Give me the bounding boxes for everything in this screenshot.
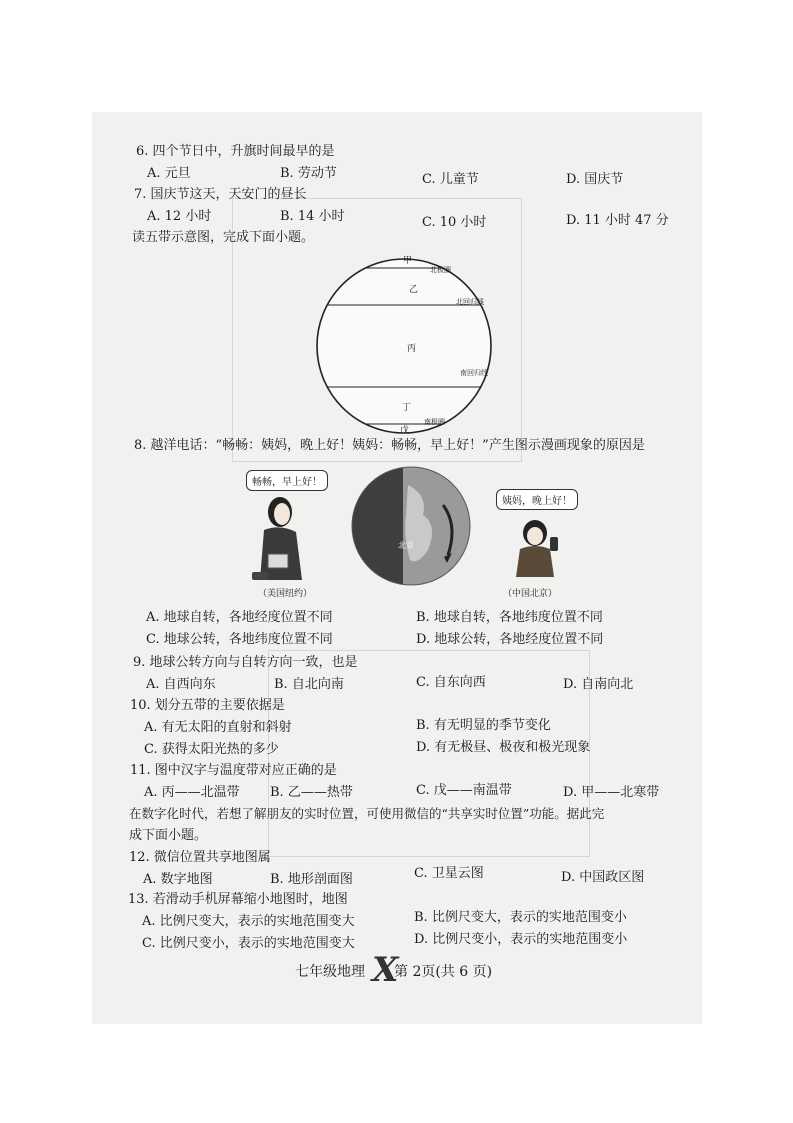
- q11-option-d: D. 甲——北寒带: [563, 785, 660, 800]
- zone-label-yi: 乙: [409, 285, 419, 295]
- q13-stem: 13. 若滑动手机屏幕缩小地图时，地图: [128, 892, 348, 907]
- q6-option-a: A. 元旦: [147, 166, 191, 181]
- antarctic-circle-label: 南极圈: [424, 418, 445, 426]
- q8-option-d: D. 地球公转，各地经度位置不同: [416, 632, 604, 647]
- q8-option-b: B. 地球自转，各地纬度位置不同: [416, 610, 603, 625]
- zone-label-bing: 丙: [407, 344, 417, 354]
- q10-option-a: A. 有无太阳的直射和斜射: [144, 720, 292, 735]
- right-speech-bubble: 姨妈，晚上好！: [496, 489, 578, 510]
- zone-label-wu: 戊: [400, 426, 410, 436]
- beijing-globe-label: 北京: [398, 541, 414, 550]
- q13-option-c: C. 比例尺变小，表示的实地范围变大: [142, 936, 355, 951]
- q11-stem: 11. 图中汉字与温度带对应正确的是: [130, 763, 337, 778]
- q10-stem: 10. 划分五带的主要依据是: [130, 698, 285, 713]
- q13-option-d: D. 比例尺变小，表示的实地范围变小: [414, 932, 628, 947]
- q10-option-c: C. 获得太阳光热的多少: [144, 742, 279, 757]
- q7-option-c: C. 10 小时: [422, 215, 487, 230]
- q7-option-a: A. 12 小时: [147, 209, 212, 224]
- new-york-woman-figure: [250, 490, 325, 590]
- q9-option-a: A. 自西向东: [146, 677, 216, 692]
- q12-option-b: B. 地形剖面图: [270, 872, 353, 887]
- q9-option-d: D. 自南向北: [563, 677, 634, 692]
- footer-subject: 七年级地理: [295, 964, 365, 980]
- footer-logo: X: [372, 950, 399, 990]
- q8-option-a: A. 地球自转，各地经度位置不同: [146, 610, 333, 625]
- tropic-capricorn-label: 南回归线: [460, 369, 488, 377]
- q7-stem: 7. 国庆节这天，天安门的昼长: [134, 187, 307, 202]
- zone-label-jia: 甲: [403, 256, 413, 266]
- q10-option-d: D. 有无极昼、极夜和极光现象: [416, 740, 591, 755]
- q8-option-c: C. 地球公转，各地纬度位置不同: [146, 632, 333, 647]
- q6-option-c: C. 儿童节: [422, 172, 479, 187]
- beijing-girl-figure: [500, 515, 570, 585]
- q9-stem: 9. 地球公转方向与自转方向一致，也是: [133, 655, 358, 670]
- arctic-circle-label: 北极圈: [430, 266, 451, 274]
- q9-option-b: B. 自北向南: [274, 677, 344, 692]
- q10-option-b: B. 有无明显的季节变化: [416, 718, 551, 733]
- q9-option-c: C. 自东向西: [416, 675, 486, 690]
- q11-option-b: B. 乙——热带: [270, 785, 353, 800]
- q13-option-b: B. 比例尺变大，表示的实地范围变小: [414, 910, 627, 925]
- q12-option-d: D. 中国政区图: [561, 870, 645, 885]
- q6-option-d: D. 国庆节: [566, 172, 624, 187]
- left-speech-bubble: 畅畅，早上好！: [246, 470, 328, 491]
- footer-page-number: 第 2页(共 6 页): [394, 964, 493, 980]
- rotating-earth-globe: [348, 465, 474, 587]
- q12-option-c: C. 卫星云图: [414, 866, 484, 881]
- q6-option-b: B. 劳动节: [280, 166, 337, 181]
- q12-stem: 12. 微信位置共享地图属: [129, 850, 271, 865]
- q13-option-a: A. 比例尺变大，表示的实地范围变大: [142, 914, 355, 929]
- five-zones-intro: 读五带示意图，完成下面小题。: [132, 230, 315, 245]
- q6-stem: 6. 四个节日中，升旗时间最早的是: [136, 144, 335, 159]
- wechat-intro-line2: 成下面小题。: [129, 828, 208, 843]
- wechat-intro-line1: 在数字化时代，若想了解朋友的实时位置，可使用微信的“共享实时位置”功能。据此完: [129, 806, 605, 821]
- tropic-cancer-label: 北回归线: [456, 298, 484, 306]
- q7-option-d: D. 11 小时 47 分: [566, 213, 669, 228]
- new-york-caption: （美国纽约）: [258, 589, 313, 599]
- q12-option-a: A. 数字地图: [143, 872, 213, 887]
- zone-label-ding: 丁: [402, 403, 412, 413]
- q8-stem: 8. 越洋电话：“畅畅：姨妈，晚上好！姨妈：畅畅，早上好！”产生图示漫画现象的原因是: [134, 438, 645, 453]
- q11-option-c: C. 戊——南温带: [416, 783, 512, 798]
- q11-option-a: A. 丙——北温带: [144, 785, 240, 800]
- q7-option-b: B. 14 小时: [280, 209, 345, 224]
- beijing-caption: （中国北京）: [503, 589, 558, 599]
